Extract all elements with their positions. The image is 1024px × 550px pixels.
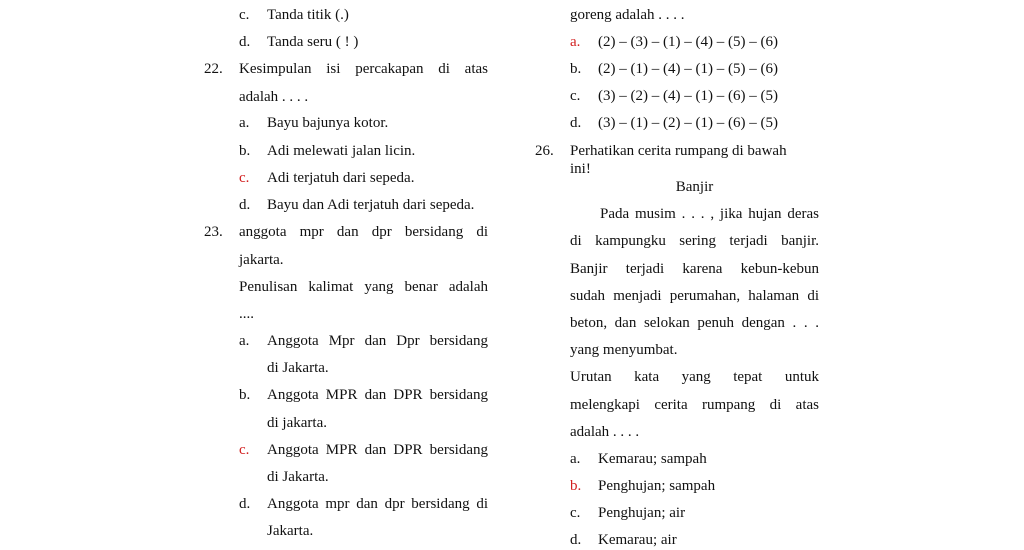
q23-prompt-line2: .... [239, 306, 254, 322]
q26-prompt-line2: melengkapi cerita rumpang di atas [570, 397, 819, 413]
q23-number: 23. [204, 224, 223, 240]
q26-option-a-text: Kemarau; sampah [598, 451, 707, 467]
q23-option-c-line1: Anggota MPR dan DPR bersidang [267, 442, 488, 458]
q22-option-c-letter-answer: c. [239, 170, 250, 186]
q23-option-d-line2: Jakarta. [267, 523, 314, 539]
q22-number: 22. [204, 61, 223, 77]
q22-option-d-text: Bayu dan Adi terjatuh dari sepeda. [267, 197, 475, 213]
q23-option-d-line1: Anggota mpr dan dpr bersidang di [267, 496, 488, 512]
q25-option-a-text: (2) – (3) – (1) – (4) – (5) – (6) [598, 34, 778, 50]
q26-option-d-letter: d. [570, 532, 582, 548]
q23-prompt-line1: Penulisan kalimat yang benar adalah [239, 279, 488, 295]
q21-option-d-text: Tanda seru ( ! ) [267, 34, 359, 50]
q26-stem-line1: Perhatikan cerita rumpang di bawah [570, 143, 787, 159]
q23-option-a-line2: di Jakarta. [267, 360, 329, 376]
story-line-2: di kampungku sering terjadi banjir. [570, 233, 819, 249]
q26-option-d-text: Kemarau; air [598, 532, 677, 548]
q22-option-c-text: Adi terjatuh dari sepeda. [267, 170, 415, 186]
q26-number: 26. [535, 143, 554, 159]
q26-option-a-letter: a. [570, 451, 581, 467]
q25-option-c-letter: c. [570, 88, 581, 104]
q26-option-c-text: Penghujan; air [598, 505, 686, 521]
q25-option-b-letter: b. [570, 61, 582, 77]
q22-option-b-text: Adi melewati jalan licin. [267, 143, 416, 159]
q23-option-a-letter: a. [239, 333, 250, 349]
q23-stem-line1: anggota mpr dan dpr bersidang di [239, 224, 488, 240]
q22-option-b-letter: b. [239, 143, 251, 159]
q22-option-d-letter: d. [239, 197, 251, 213]
q21-option-d-letter: d. [239, 34, 251, 50]
q26-stem-line2: ini! [570, 161, 591, 177]
q26-option-b-letter-answer: b. [570, 478, 582, 494]
q25-stem-tail: goreng adalah . . . . [570, 7, 685, 23]
q23-option-c-line2: di Jakarta. [267, 469, 329, 485]
q23-option-b-line2: di jakarta. [267, 415, 327, 431]
q21-option-c-letter: c. [239, 7, 250, 23]
q25-option-b-text: (2) – (1) – (4) – (1) – (5) – (6) [598, 61, 778, 77]
story-line-3: Banjir terjadi karena kebun-kebun [570, 261, 819, 277]
q23-option-d-letter: d. [239, 496, 251, 512]
q22-stem-line2: adalah . . . . [239, 89, 309, 105]
q26-option-c-letter: c. [570, 505, 581, 521]
q23-option-b-letter: b. [239, 387, 251, 403]
q23-option-b-line1: Anggota MPR dan DPR bersidang [267, 387, 488, 403]
q26-option-b-text: Penghujan; sampah [598, 478, 716, 494]
q23-option-a-line1: Anggota Mpr dan Dpr bersidang [267, 333, 488, 349]
q26-prompt-line1: Urutan kata yang tepat untuk [570, 369, 819, 385]
story-line-1: Pada musim . . . , jika hujan deras [600, 206, 819, 222]
q25-option-d-text: (3) – (1) – (2) – (1) – (6) – (5) [598, 115, 778, 131]
story-title: Banjir [675, 179, 714, 195]
q23-option-c-letter-answer: c. [239, 442, 250, 458]
q25-option-d-letter: d. [570, 115, 582, 131]
q22-stem-line1: Kesimpulan isi percakapan di atas [239, 61, 488, 77]
q26-prompt-line3: adalah . . . . [570, 424, 640, 440]
q22-option-a-text: Bayu bajunya kotor. [267, 115, 389, 131]
q25-option-c-text: (3) – (2) – (4) – (1) – (6) – (5) [598, 88, 778, 104]
q25-option-a-letter-answer: a. [570, 34, 581, 50]
story-line-6: yang menyumbat. [570, 342, 678, 358]
story-line-4: sudah menjadi perumahan, halaman di [570, 288, 819, 304]
q21-option-c-text: Tanda titik (.) [267, 7, 349, 23]
story-line-5: beton, dan selokan penuh dengan . . . [570, 315, 819, 331]
q23-stem-line2: jakarta. [239, 252, 284, 268]
q22-option-a-letter: a. [239, 115, 250, 131]
